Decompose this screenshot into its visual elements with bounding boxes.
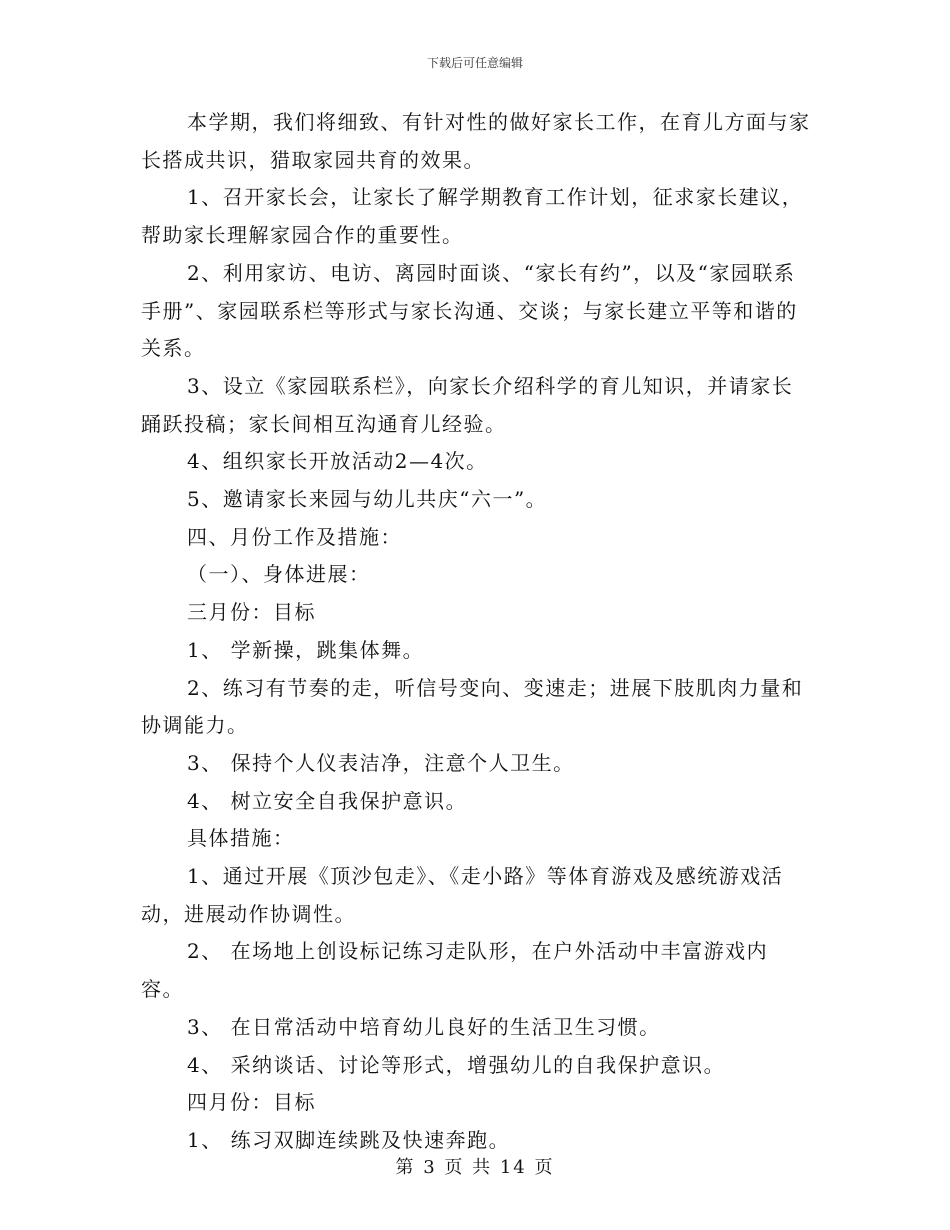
list-item: 4、 树立安全自我保护意识。 [187,788,468,813]
paragraph: 3、设立《家园联系栏》，向家长介绍科学的育儿知识，并请家长踊跃投稿；家长间相互沟通育儿经验。 [141,373,794,436]
document-body [141,104,811,1160]
list-item: 4、 采纳谈话、讨论等形式，增强幼儿的自我保护意识。 [187,1052,726,1077]
paragraph: 2、利用家访、电访、离园时面谈、“家长有约”，以及“家园联系手册”、家园联系栏等形式与家长沟通、交谈；与家长建立平等和谐的关系。 [141,260,798,361]
list-item: 2、 在场地上创设标记练习走队形，在户外活动中丰富游戏内容。 [141,939,769,1002]
page-header: 下载后可任意编辑 [426,56,523,70]
list-item: 2、练习有节奏的走，听信号变向、变速走；进展下肢肌肉力量和协调能力。 [141,675,804,738]
section-heading: 四、月份工作及措施： [187,524,402,549]
paragraph: 4、组织家长开放活动2—4次。 [187,449,488,474]
measures-heading: 具体措施： [187,826,295,851]
list-item: 1、 学新操，跳集体舞。 [187,637,425,662]
list-item: 1、通过开展《顶沙包走》、《走小路》等体育游戏及感统游戏活动，进展动作协调性。 [141,864,784,926]
month-heading: 三月份：目标 [187,600,316,625]
paragraph: 5、邀请家长来园与幼儿共庆“六一”。 [187,487,548,512]
month-heading: 四月份：目标 [187,1090,316,1115]
list-item: 3、 在日常活动中培育幼儿良好的生活卫生习惯。 [187,1014,661,1039]
subsection-heading: （一）、身体进展： [187,562,371,587]
paragraph: 1、召开家长会，让家长了解学期教育工作计划，征求家长建议，帮助家长理解家园合作的重要性。 [141,185,804,248]
list-item: 3、 保持个人仪表洁净，注意个人卫生。 [187,750,575,775]
page-footer: 第 3 页 共 14 页 [395,1157,555,1178]
paragraph: 本学期，我们将细致、有针对性的做好家长工作，在育儿方面与家长搭成共识，猎取家园共育的效果。 [141,110,811,172]
list-item: 1、 练习双脚连续跳及快速奔跑。 [187,1127,511,1152]
